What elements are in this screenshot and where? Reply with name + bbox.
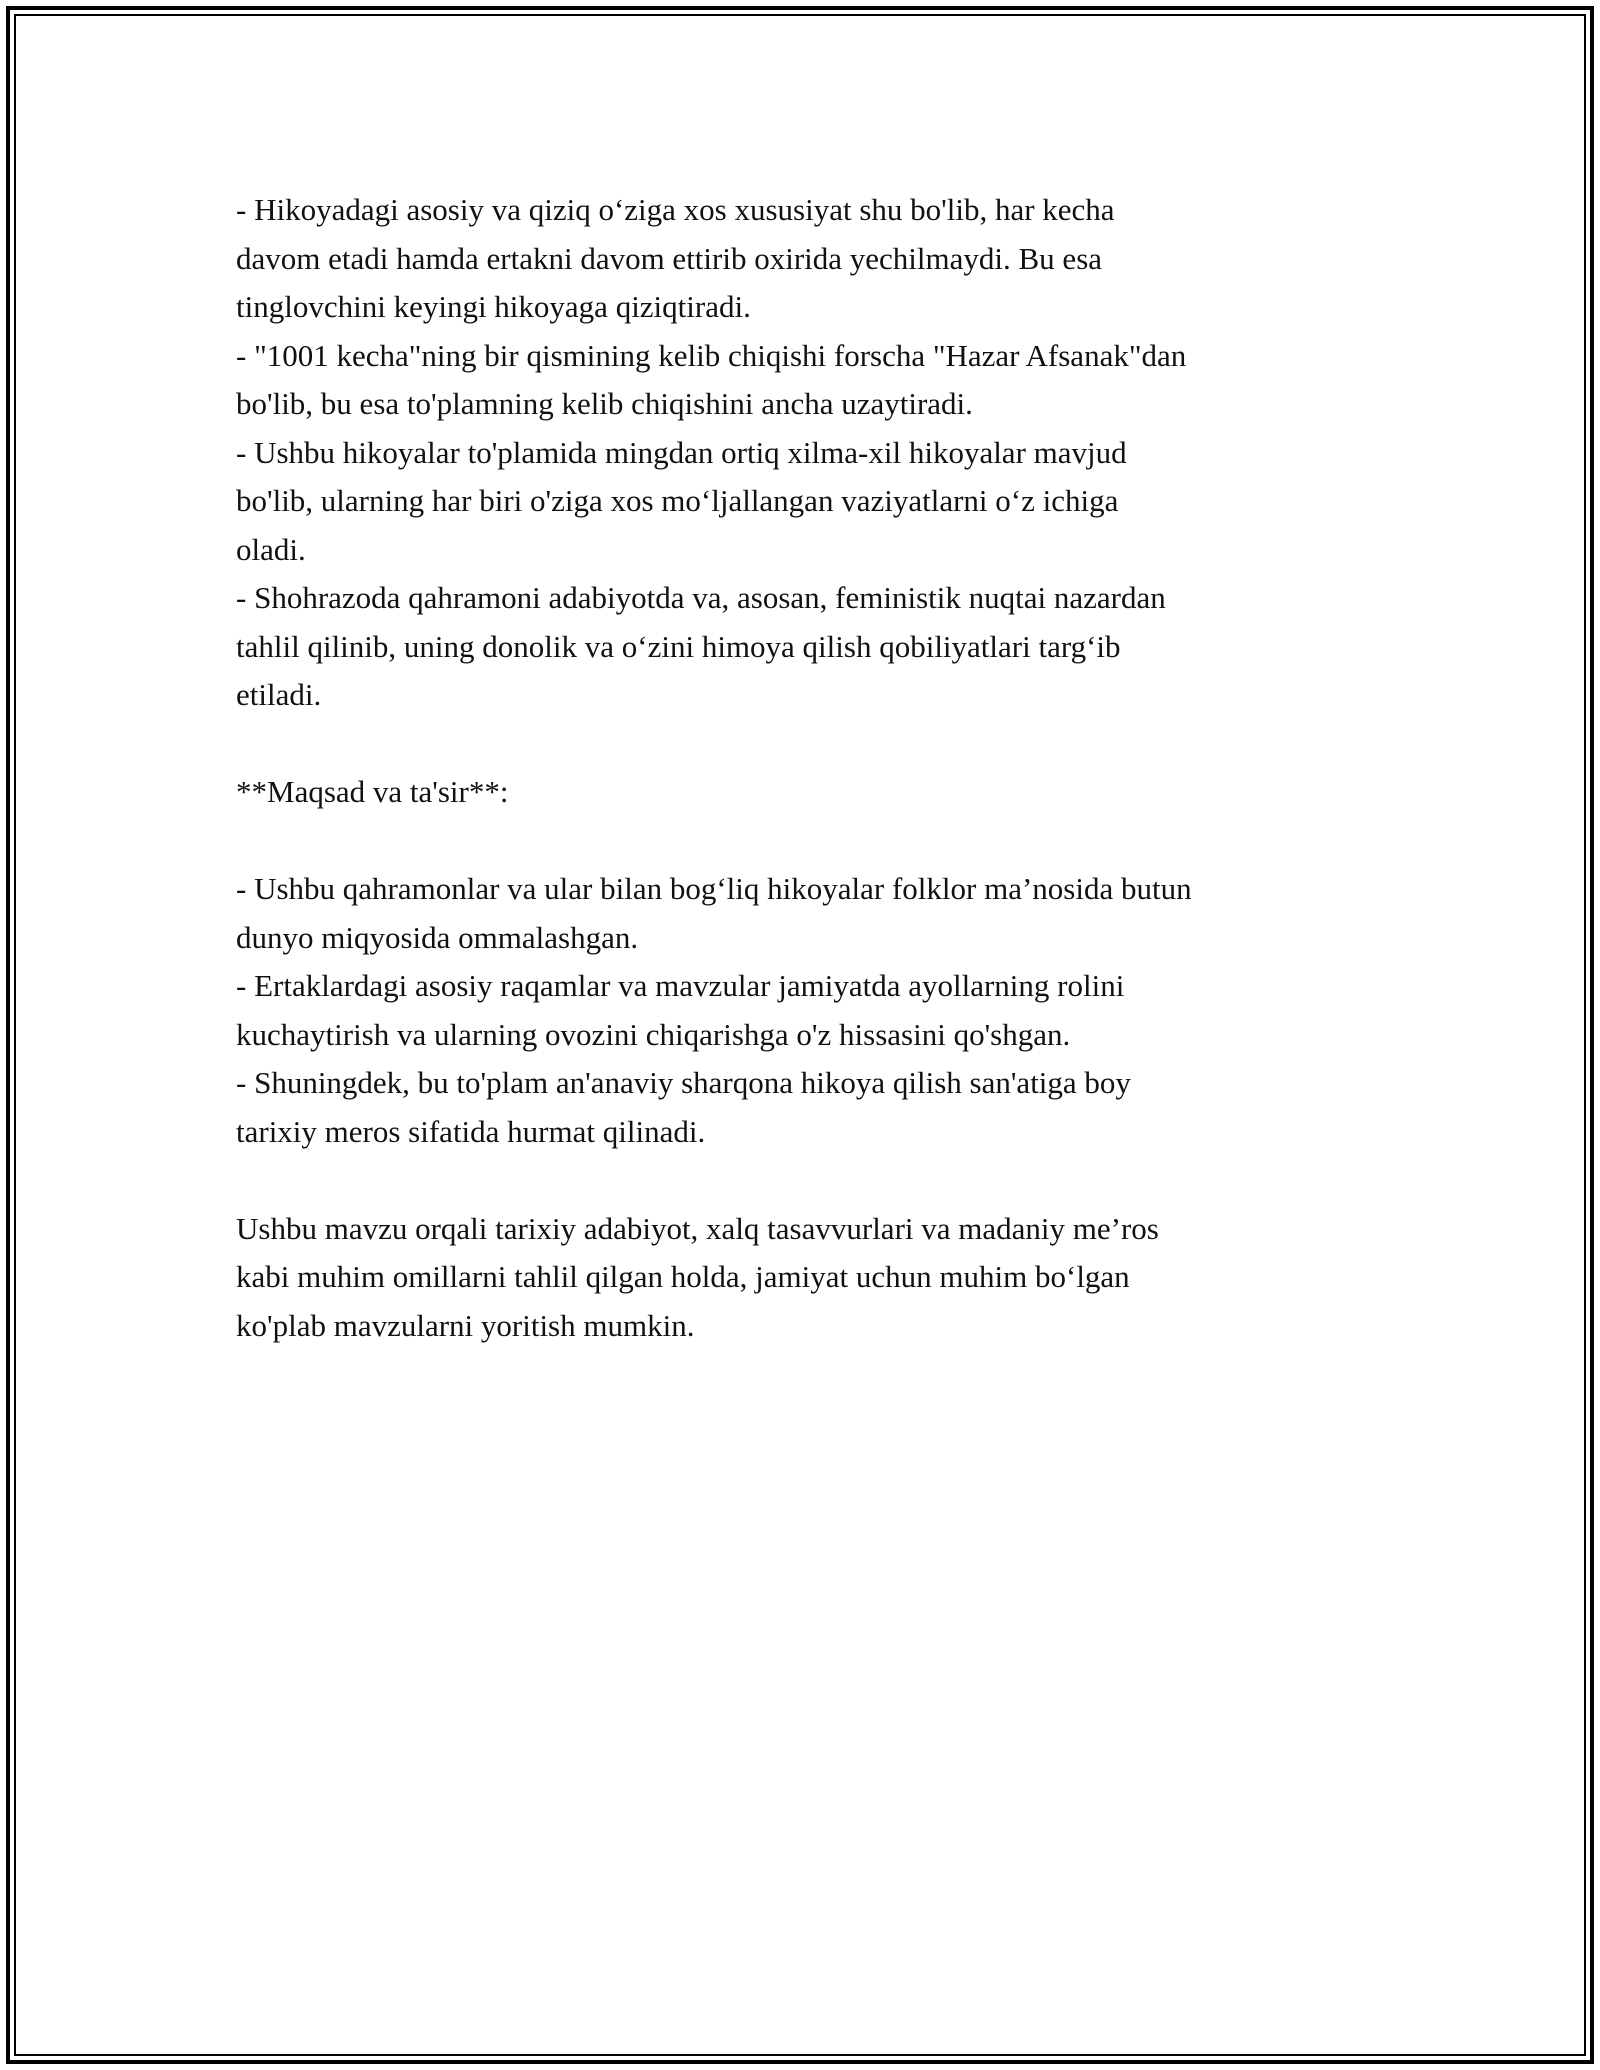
bullet-list-features (236, 186, 1366, 720)
paragraph-spacer (236, 720, 1366, 769)
text-line: etiladi. (236, 677, 322, 712)
paragraph-spacer (236, 817, 1366, 866)
text-line: - Shuningdek, bu to'plam an'anaviy sharqona hikoya qilish san'atiga boy (236, 1065, 1131, 1100)
text-line: oladi. (236, 531, 306, 567)
conclusion-paragraph (236, 1205, 1366, 1351)
text-line: - Shohrazoda qahramoni adabiyotda va, asosan, feministik nuqtai nazardan (236, 580, 1166, 615)
text-line: tahlil qilinib, uning donolik va o‘zini himoya qilish qobiliyatlari targ‘ib (236, 628, 1121, 664)
text-line: - "1001 kecha"ning bir qismining kelib chiqishi forscha "Hazar Afsanak"dan (236, 337, 1187, 373)
text-line: tarixiy meros sifatida hurmat qilinadi. (236, 1113, 706, 1149)
text-line: bo'lib, bu esa to'plamning kelib chiqishini ancha uzaytiradi. (236, 386, 973, 421)
paragraph-spacer (236, 1156, 1366, 1205)
section-heading: **Maqsad va ta'sir**: (236, 774, 509, 809)
text-line: kabi muhim omillarni tahlil qilgan holda, jamiyat uchun muhim bo‘lgan (236, 1259, 1130, 1294)
bullet-list-impact (236, 865, 1366, 1156)
text-line: tinglovchini keyingi hikoyaga qiziqtiradi. (236, 289, 751, 324)
text-line: - Hikoyadagi asosiy va qiziq o‘ziga xos xususiyat shu bo'lib, har kecha (236, 192, 1115, 227)
text-line: davom etadi hamda ertakni davom ettirib oxirida yechilmaydi. Bu esa (236, 240, 1103, 276)
text-line: bo'lib, ularning har biri o'ziga xos mo‘ljallangan vaziyatlarni o‘z ichiga (236, 483, 1119, 518)
text-line: ko'plab mavzularni yoritish mumkin. (236, 1307, 695, 1343)
text-line: dunyo miqyosida ommalashgan. (236, 919, 639, 955)
text-line: - Ushbu hikoyalar to'plamida mingdan ortiq xilma-xil hikoyalar mavjud (236, 434, 1127, 470)
text-line: Ushbu mavzu orqali tarixiy adabiyot, xalq tasavvurlari va madaniy me’ros (236, 1210, 1159, 1246)
document-body (236, 186, 1366, 1350)
text-line: kuchaytirish va ularning ovozini chiqarishga o'z hissasini qo'shgan. (236, 1016, 1071, 1052)
text-line: - Ushbu qahramonlar va ular bilan bog‘liq hikoyalar folklor ma’nosida butun (236, 871, 1192, 906)
text-line: - Ertaklardagi asosiy raqamlar va mavzular jamiyatda ayollarning rolini (236, 968, 1125, 1003)
